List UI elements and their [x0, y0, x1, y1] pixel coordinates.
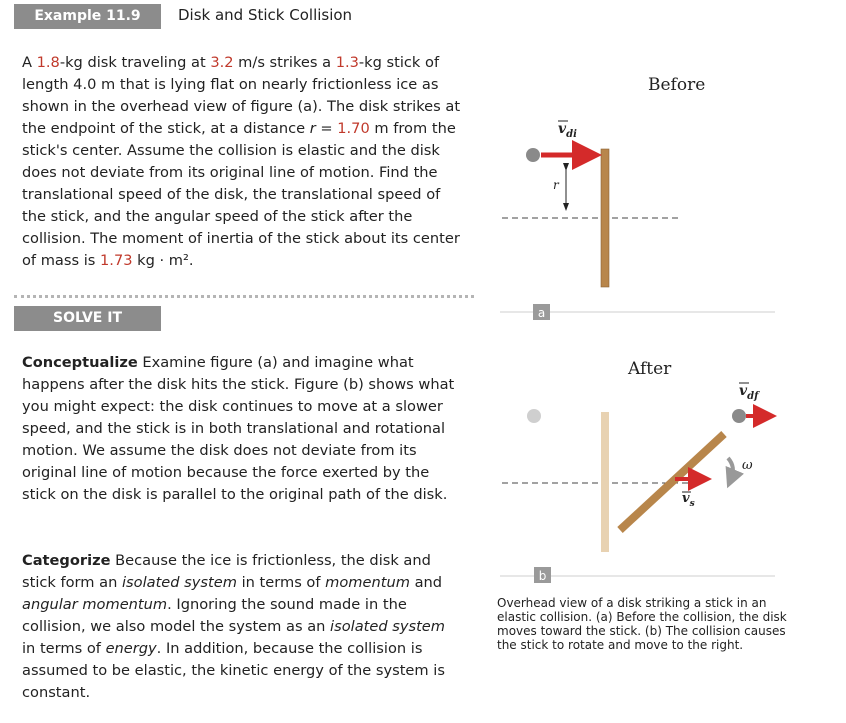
conceptualize-paragraph: Conceptualize Examine figure (a) and imagine what happens after the disk hits the stick. Figure (b) shows what you might expect: the disk continues to move at a slower speed, and the stick is in both translational and rotational motion. We assume the disk does not deviate from its original line of motion because the force exerted by the stick on the disk is parallel to the original path of the disk.: [22, 354, 455, 503]
solve-it-badge: SOLVE IT: [14, 306, 161, 331]
stick-initial-ghost: [601, 412, 609, 552]
omega-label: ω: [742, 458, 753, 473]
stick-after: [620, 434, 724, 530]
inertia-value: 1.73: [100, 252, 133, 269]
r-value: 1.70: [337, 120, 370, 137]
after-label: After: [628, 359, 672, 379]
problem-statement: A 1.8-kg disk traveling at 3.2 m/s strikes a 1.3-kg stick of length 4.0 m that is lying flat on nearly frictionless ice as shown in the overhead view of figure (a). The disk strikes at the endpoint of the stick, at a distance r = 1.70 m from the stick's center. Assume the collision is elastic and the disk does not deviate from its original line of motion. Find the translational speed of the disk, the translational speed of the stick, and the angular speed of the stick after the collision. The moment of inertia of the stick about its center of mass is 1.73 kg · m².: [22, 54, 461, 269]
collision-figure: [490, 55, 790, 595]
disk-speed-value: 3.2: [210, 54, 234, 71]
disk-before: [526, 148, 540, 162]
vdf-label: $v_{df}$: [739, 383, 759, 402]
figure-caption: Overhead view of a disk striking a stick in an elastic collision. (a) Before the collision, the disk moves toward the stick. (b) The collision causes the stick to rotate and move to the right.: [497, 596, 787, 652]
svg-text:b: b: [538, 569, 547, 583]
disk-after: [732, 409, 746, 423]
disk-mass-value: 1.8: [36, 54, 60, 71]
disk-initial-ghost: [527, 409, 541, 423]
rotation-arrow-icon: [728, 458, 733, 479]
conceptualize-heading: Conceptualize: [22, 354, 138, 371]
categorize-heading: Categorize: [22, 552, 111, 569]
example-title: Disk and Stick Collision: [178, 6, 353, 24]
stick-mass-value: 1.3: [335, 54, 359, 71]
categorize-paragraph: Categorize Because the ice is frictionless, the disk and stick form an isolated system in terms of momentum and angular momentum. Ignoring the sound made in the collision, we also model the system as an isolated system in terms of energy. In addition, because the collision is assumed to be elastic, the kinetic energy of the system is constant.: [22, 552, 445, 701]
svg-text:a: a: [537, 306, 546, 320]
dotted-divider: [14, 295, 474, 298]
example-badge: Example 11.9: [14, 4, 161, 29]
stick-before: [601, 149, 609, 287]
vdi-label: $v_{di}$: [558, 121, 577, 140]
r-label: r: [553, 178, 559, 192]
before-label: Before: [648, 75, 706, 95]
vs-label: $v_s$: [682, 491, 695, 509]
